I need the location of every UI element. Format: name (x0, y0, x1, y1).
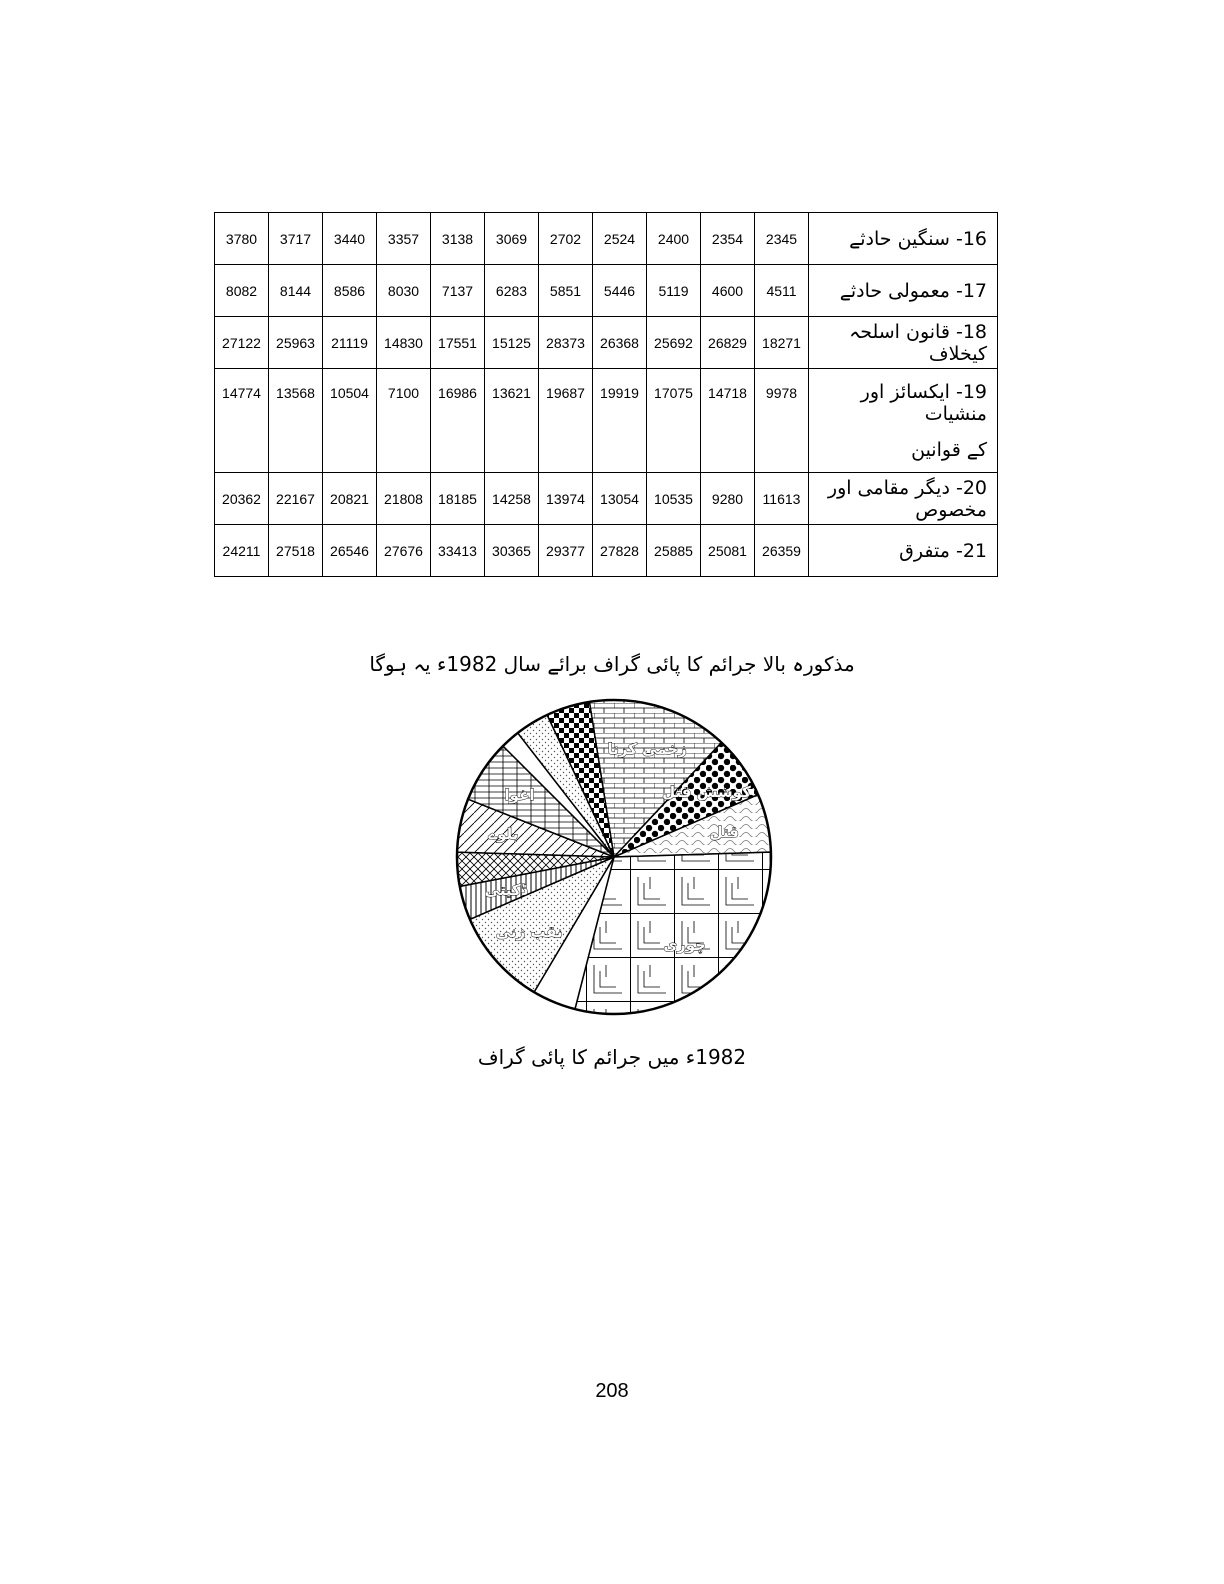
table-cell: 13054 (593, 473, 647, 525)
table-cell: 8082 (215, 265, 269, 317)
row-label-text: 20- دیگر مقامی اور مخصوص (827, 476, 987, 521)
table-cell: 17075 (647, 369, 701, 473)
table-cell: 20821 (323, 473, 377, 525)
table-cell: 15125 (485, 317, 539, 369)
table-cell: 2400 (647, 213, 701, 265)
pie-slice-label: کوشش قتل (662, 783, 751, 801)
table-cell: 19919 (593, 369, 647, 473)
table-cell: 13568 (269, 369, 323, 473)
chart-caption: 1982ء میں جرائم کا پائی گراف (477, 1045, 747, 1069)
table-cell: 4511 (755, 265, 809, 317)
table-cell: 7137 (431, 265, 485, 317)
table-cell: 5446 (593, 265, 647, 317)
table-cell: 9280 (701, 473, 755, 525)
table-cell: 24211 (215, 525, 269, 577)
table-cell: 8586 (323, 265, 377, 317)
table-cell: 33413 (431, 525, 485, 577)
table-cell: 26829 (701, 317, 755, 369)
table-cell: 26359 (755, 525, 809, 577)
table-cell: 5119 (647, 265, 701, 317)
pie-slice-label: ڈکیتی (484, 881, 528, 900)
pie-slice-label: بلوے (488, 825, 519, 844)
row-label (809, 525, 998, 577)
row-label-text: 18- قانون اسلحہ کیخلاف (849, 320, 987, 365)
table-cell: 19687 (539, 369, 593, 473)
pie-slice-label: اغوا (504, 785, 535, 804)
table-cell: 4600 (701, 265, 755, 317)
table-cell: 16986 (431, 369, 485, 473)
table-cell: 14774 (215, 369, 269, 473)
table-row (215, 525, 998, 577)
table-cell: 5851 (539, 265, 593, 317)
table-cell: 25692 (647, 317, 701, 369)
pie-slice-label: چوری (663, 936, 707, 955)
table-cell: 2702 (539, 213, 593, 265)
table-cell: 22167 (269, 473, 323, 525)
table-cell: 26546 (323, 525, 377, 577)
table-cell: 2524 (593, 213, 647, 265)
row-label (809, 473, 998, 525)
table-cell: 29377 (539, 525, 593, 577)
table-row (215, 213, 998, 265)
table-cell: 3780 (215, 213, 269, 265)
table-cell: 27518 (269, 525, 323, 577)
row-label (809, 369, 998, 473)
table-cell: 28373 (539, 317, 593, 369)
table-cell: 8030 (377, 265, 431, 317)
row-label-text: 16- سنگین حادثے (849, 227, 987, 250)
table-cell: 3069 (485, 213, 539, 265)
table-cell: 11613 (755, 473, 809, 525)
table-cell: 7100 (377, 369, 431, 473)
row-label-text: 19- ایکسائز اور منشیات (860, 380, 987, 425)
table-cell: 26368 (593, 317, 647, 369)
row-label (809, 317, 998, 369)
pie-slice-label: نقب زنی (495, 922, 563, 941)
table-cell: 13974 (539, 473, 593, 525)
pie-chart (454, 693, 774, 1021)
table-cell: 18271 (755, 317, 809, 369)
chart-title: مذکورہ بالا جرائم کا پائی گراف برائے سال 1982ء یہ ہوگا (369, 652, 855, 676)
table-cell: 10535 (647, 473, 701, 525)
table-cell: 9978 (755, 369, 809, 473)
table-row (215, 473, 998, 525)
table-cell: 2354 (701, 213, 755, 265)
crime-statistics-table (214, 212, 998, 577)
row-label (809, 213, 998, 265)
table-cell: 8144 (269, 265, 323, 317)
table-cell: 25963 (269, 317, 323, 369)
table-cell: 14830 (377, 317, 431, 369)
table-cell: 6283 (485, 265, 539, 317)
table-cell: 3357 (377, 213, 431, 265)
table-cell: 30365 (485, 525, 539, 577)
table-cell: 10504 (323, 369, 377, 473)
table-cell: 3138 (431, 213, 485, 265)
table-cell: 3440 (323, 213, 377, 265)
table-cell: 25885 (647, 525, 701, 577)
table-cell: 27676 (377, 525, 431, 577)
table-cell: 13621 (485, 369, 539, 473)
table-cell: 17551 (431, 317, 485, 369)
row-label-text: 21- متفرق (899, 539, 987, 562)
row-label-continuation: کے قوانین (911, 438, 987, 461)
table-cell: 25081 (701, 525, 755, 577)
table-cell: 18185 (431, 473, 485, 525)
table-row (215, 369, 998, 473)
table-cell: 27828 (593, 525, 647, 577)
table-cell: 2345 (755, 213, 809, 265)
table-row (215, 265, 998, 317)
table-cell: 21119 (323, 317, 377, 369)
table-cell: 14718 (701, 369, 755, 473)
page-number: 208 (595, 1380, 629, 1402)
table-cell: 27122 (215, 317, 269, 369)
pie-slice-label: قتل (709, 823, 739, 842)
table-cell: 20362 (215, 473, 269, 525)
row-label (809, 265, 998, 317)
table-row (215, 317, 998, 369)
table-cell: 21808 (377, 473, 431, 525)
row-label-text: 17- معمولی حادثے (839, 279, 987, 302)
pie-slice-label: زخمی کرنا (607, 740, 687, 758)
table-cell: 14258 (485, 473, 539, 525)
table-cell: 3717 (269, 213, 323, 265)
